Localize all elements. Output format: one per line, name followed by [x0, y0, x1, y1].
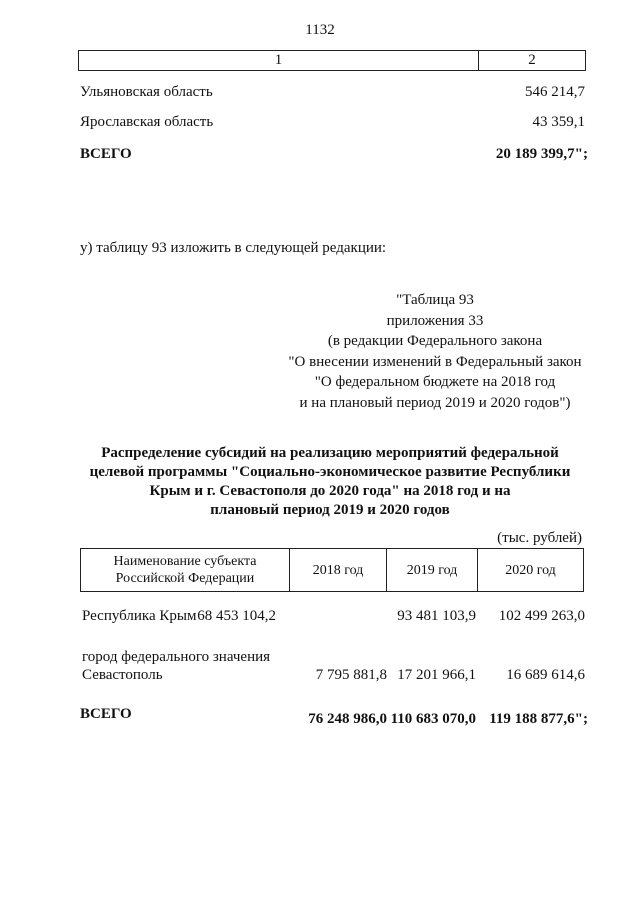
row-name-continued: Севастополь [82, 667, 163, 683]
row-value-2020: 102 499 263,0 [498, 608, 585, 624]
total-label: ВСЕГО [80, 706, 132, 722]
total-value-2018: 76 248 986,0 [308, 711, 387, 727]
row-value-2019: 93 481 103,9 [397, 608, 476, 624]
row-value-2018: 7 795 881,8 [315, 667, 387, 683]
document-title [60, 444, 600, 520]
total-value-2020: 119 188 877,6"; [489, 711, 588, 727]
table-note-block [280, 290, 590, 413]
table-note-line: "О федеральном бюджете на 2018 год [314, 374, 556, 390]
top-total-label: ВСЕГО [80, 146, 132, 162]
table-note-line: (в редакции Федерального закона [327, 333, 543, 349]
table-note-line: "О внесении изменений в Федеральный закон [288, 353, 582, 370]
header-2020: 2020 год [505, 562, 556, 578]
top-row-value: 43 359,1 [532, 114, 585, 130]
title-line: целевой программы "Социально-экономическое развитие Республики [89, 464, 571, 480]
table-note-line: "Таблица 93 [396, 292, 474, 308]
page-number: 1132 [305, 22, 335, 38]
top-row-value: 546 214,7 [525, 84, 585, 100]
header-name-cell [81, 549, 289, 591]
col1-header: 1 [274, 52, 283, 68]
table-note-line: и на плановый период 2019 и 2020 годов") [299, 394, 571, 411]
title-line: Распределение субсидий на реализацию мероприятий федеральной [101, 445, 559, 461]
title-line: Крым и г. Севастополя до 2020 года" на 2018 год и на [149, 483, 511, 499]
top-table-header [78, 50, 586, 71]
col2-header: 2 [528, 52, 536, 68]
row-value-2019: 17 201 966,1 [397, 667, 476, 683]
top-total-value: 20 189 399,7"; [495, 146, 588, 162]
row-name: Республика Крым [82, 608, 197, 624]
top-row-name: Ульяновская область [80, 84, 213, 100]
instruction-text: у) таблицу 93 изложить в следующей редакции: [80, 240, 387, 256]
units-label: (тыс. рублей) [497, 530, 582, 546]
row-value-2020: 16 689 614,6 [506, 667, 585, 683]
total-value-2019: 110 683 070,0 [390, 711, 476, 727]
row-name: город федерального значения [82, 649, 271, 665]
row-value-2018: 68 453 104,2 [197, 608, 276, 624]
top-row-name: Ярославская область [80, 114, 214, 130]
header-2018: 2018 год [312, 562, 364, 578]
subsidy-table-header [80, 548, 584, 592]
header-name-line: Наименование субъекта [113, 554, 257, 569]
header-2019: 2019 год [406, 562, 458, 578]
title-line: плановый период 2019 и 2020 годов [210, 502, 450, 518]
header-name-line: Российской Федерации [115, 571, 255, 586]
table-note-line: приложения 33 [386, 312, 484, 329]
